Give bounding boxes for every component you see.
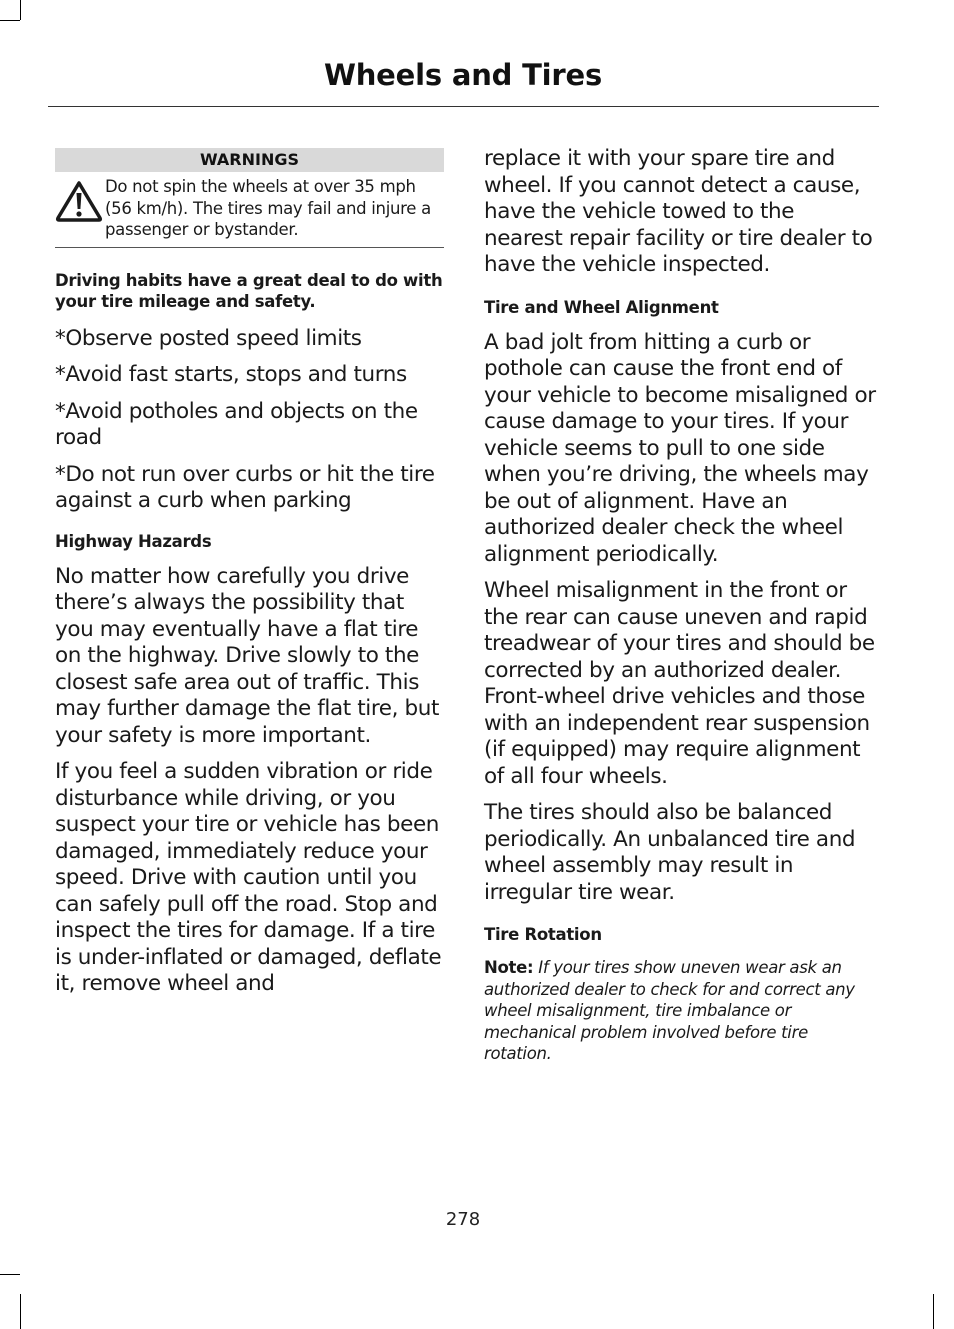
rotation-note	[484, 957, 876, 1065]
tip-item: *Observe posted speed limits	[55, 325, 362, 351]
alignment-paragraph-3: The tires should also be balanced periodically. An unbalanced tire and wheel assembly may result in irregular tire wear.	[484, 800, 856, 905]
driving-habits-lead: Driving habits have a great deal to do with your tire mileage and safety.	[55, 270, 443, 311]
warnings-box	[55, 148, 444, 248]
title-divider	[48, 106, 879, 107]
tip-item: *Avoid potholes and objects on the road	[55, 398, 418, 450]
crop-mark-bottom-left-h	[0, 1274, 20, 1275]
crop-mark-bottom-left-v	[20, 1294, 21, 1329]
crop-mark-top-left-v	[20, 0, 21, 20]
note-text: If your tires show uneven wear ask an authorized dealer to check for and correct any wheel misalignment, tire imbalance or mechanical problem involved before tire rotation.	[484, 958, 855, 1063]
alignment-paragraph-2: Wheel misalignment in the front or the rear can cause uneven and rapid treadwear of your tires and should be corrected by an authorized dealer. Front-wheel drive vehicles and those with an independent rear suspension (if equipped) may require alignment of all four wheels.	[484, 578, 875, 789]
warnings-body	[55, 172, 444, 248]
continued-paragraph: replace it with your spare tire and wheel. If you cannot detect a cause, have the vehicle towed to the nearest repair facility or tire dealer to have the vehicle inspected.	[484, 146, 873, 277]
tire-rotation-heading: Tire Rotation	[484, 925, 602, 944]
highway-hazards-heading: Highway Hazards	[55, 531, 212, 551]
alignment-heading: Tire and Wheel Alignment	[484, 297, 719, 317]
highway-paragraph-1: No matter how carefully you drive there’s always the possibility that you may eventually have a flat tire on the highway. Drive slowly to the closest safe area out of traffic. This may further damage the flat tire, but your safety is more important.	[55, 563, 439, 748]
warning-text: Do not spin the wheels at over 35 mph (56 km/h). The tires may fail and injure a passenger or bystander.	[105, 177, 431, 239]
crop-mark-top-left-h	[0, 20, 20, 21]
page-title: Wheels and Tires	[323, 58, 603, 92]
tip-item: *Do not run over curbs or hit the tire against a curb when parking	[55, 461, 435, 513]
right-column	[484, 146, 876, 1065]
left-column	[55, 148, 444, 998]
tip-item: *Avoid fast starts, stops and turns	[55, 362, 407, 387]
crop-mark-bottom-right-v	[933, 1294, 934, 1329]
alignment-paragraph-1: A bad jolt from hitting a curb or pothole can cause the front end of your vehicle to become misaligned or cause damage to your tires. If your vehicle seems to pull to one side when you’re driving, the wheels may be out of alignment. Have an authorized dealer check the wheel alignment periodically.	[484, 329, 876, 567]
note-label: Note:	[484, 958, 534, 977]
page-number: 278	[445, 1209, 481, 1230]
warnings-header: WARNINGS	[55, 148, 444, 172]
highway-paragraph-2: If you feel a sudden vibration or ride disturbance while driving, or you suspect your tire or vehicle has been damaged, immediately reduce your speed. Drive with caution until you can safely pull off the road. Stop and inspect the tires for damage. If a tire is under-inflated or damaged, deflate it, remove wheel and	[55, 759, 442, 996]
warning-triangle-icon	[55, 176, 105, 241]
